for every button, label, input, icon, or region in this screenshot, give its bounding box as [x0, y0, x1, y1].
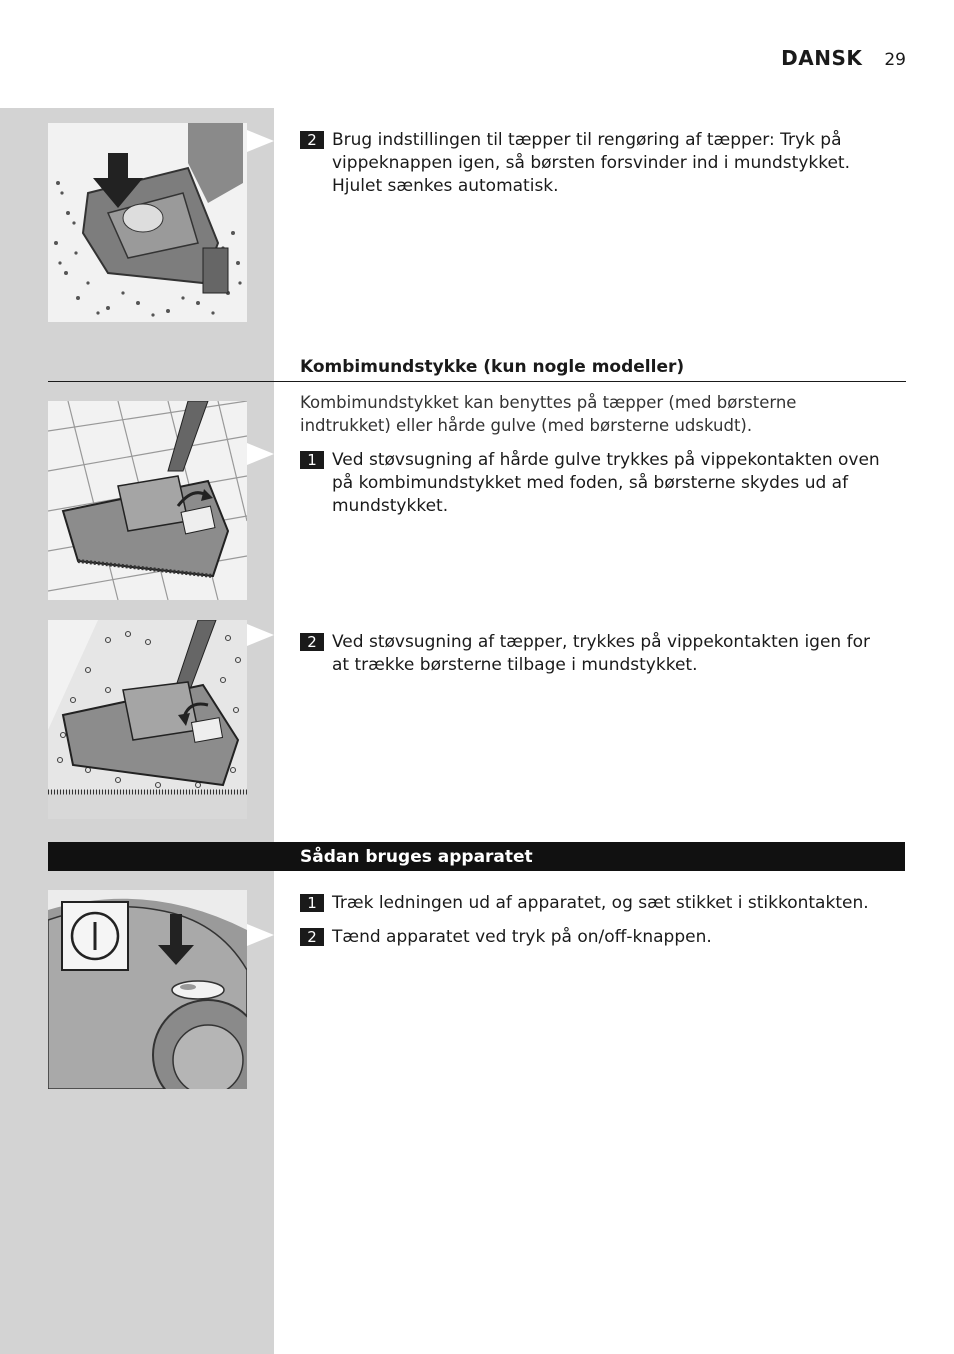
pointer-triangle: [247, 924, 274, 946]
step-text: Tænd apparatet ved tryk på on/off-knappen.: [332, 927, 712, 947]
nozzle-carpet-setting-icon: [48, 123, 247, 322]
carpet-step-2: [300, 129, 890, 198]
use-heading: Sådan bruges apparatet: [300, 847, 533, 867]
combi-nozzle-carpet-icon: [48, 620, 247, 819]
page-number: 29: [884, 50, 906, 70]
step-text: Ved støvsugning af hårde gulve trykkes på vippekontakten oven på kombimundstykket med foden, så børsterne skydes ud af mundstykket.: [332, 450, 880, 516]
use-step-2: [300, 926, 890, 949]
pointer-triangle: [247, 624, 274, 646]
step-text: Ved støvsugning af tæpper, trykkes på vippekontakten igen for at trække børsterne tilbage i mundstykket.: [332, 632, 870, 675]
step-number: 2: [300, 131, 324, 149]
combi-heading: Kombimundstykke (kun nogle modeller): [300, 357, 685, 377]
step-number: 2: [300, 633, 324, 651]
step-text: Træk ledningen ud af apparatet, og sæt stikket i stikkontakten.: [332, 893, 869, 913]
combi-intro: Kombimundstykket kan benyttes på tæpper (med børsterne indtrukket) eller hårde gulve (med børsterne udskudt).: [300, 393, 797, 435]
power-button-icon: [48, 890, 247, 1089]
page-header: [781, 46, 906, 70]
use-step-1: [300, 892, 890, 915]
step-text: Brug indstillingen til tæpper til rengøring af tæpper: Tryk på vippeknappen igen, så børsten forsvinder ind i mundstykket. Hjulet sænkes automatisk.: [332, 130, 851, 196]
use-section-bar: [48, 842, 905, 871]
pointer-triangle: [247, 443, 274, 465]
step-number: 1: [300, 894, 324, 912]
step-number: 1: [300, 451, 324, 469]
pointer-triangle: [247, 130, 274, 152]
combi-step-2: [300, 631, 890, 677]
section-divider: [48, 381, 906, 382]
combi-nozzle-hard-floor-icon: [48, 401, 247, 600]
step-number: 2: [300, 928, 324, 946]
combi-step-1: [300, 449, 890, 518]
language-label: DANSK: [781, 46, 863, 70]
